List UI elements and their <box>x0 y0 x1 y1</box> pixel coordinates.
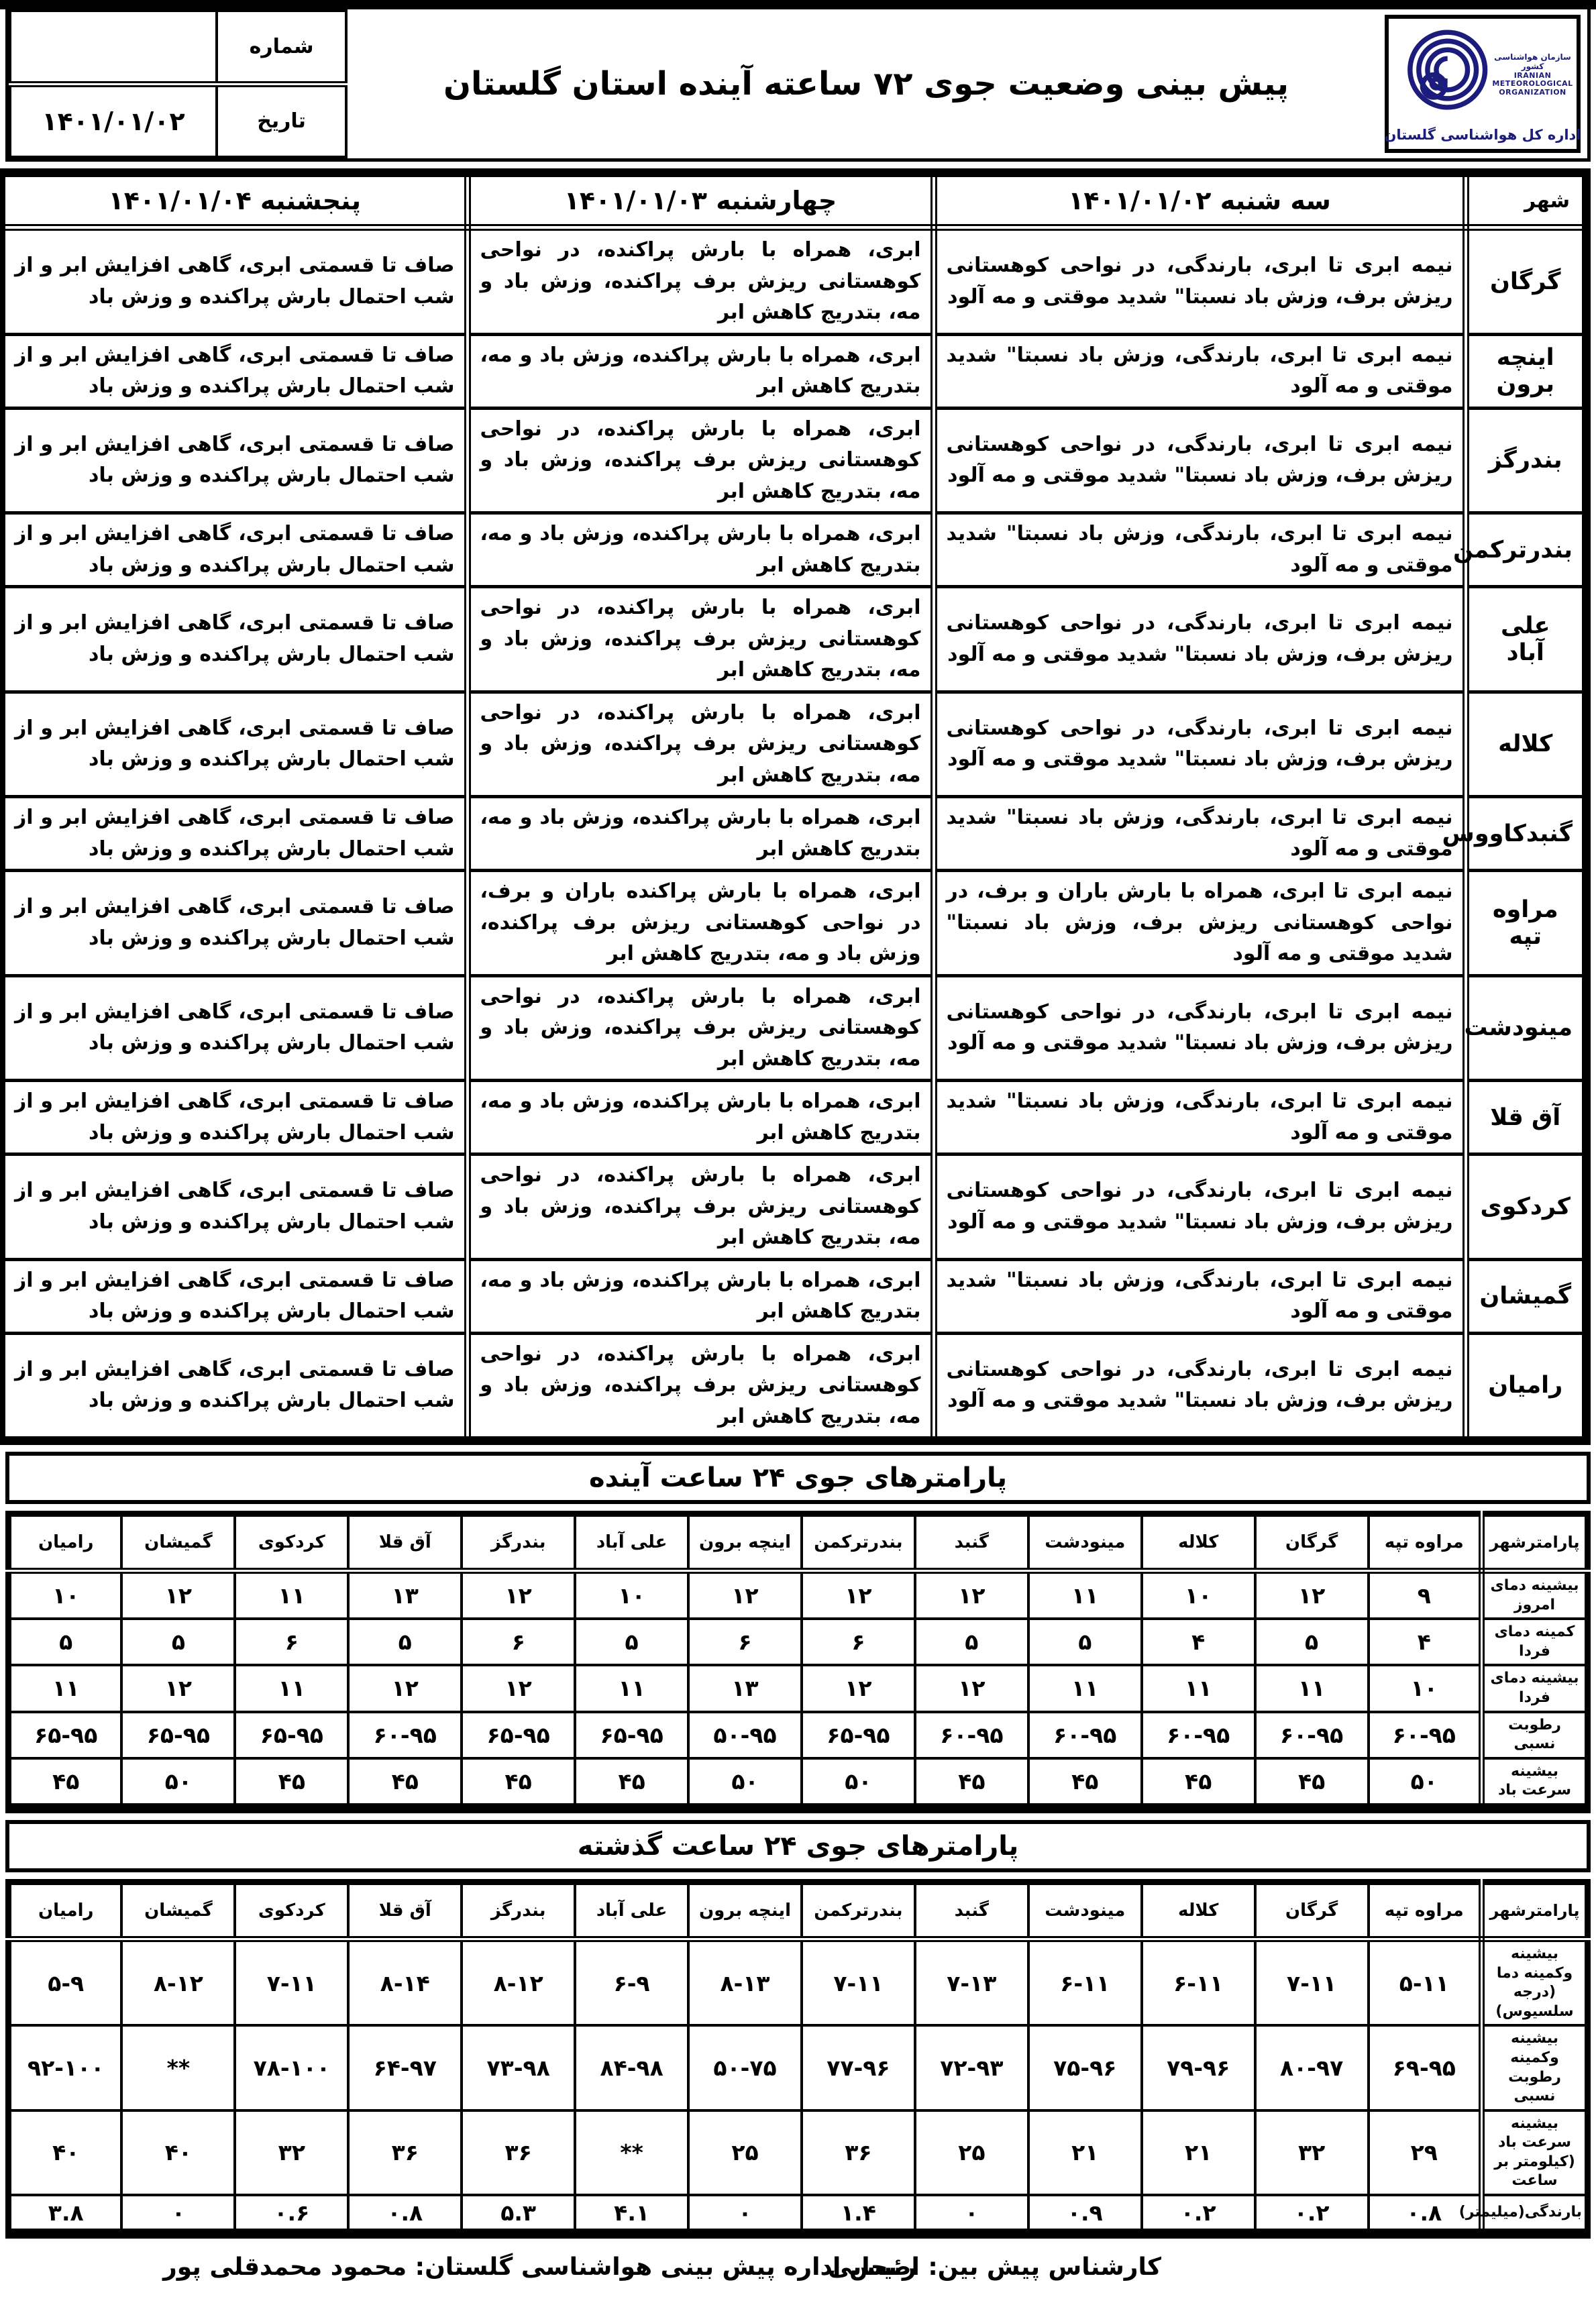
table-row <box>9 1665 1588 1711</box>
value-cell: ۴۵ <box>915 1758 1028 1809</box>
forecast-table-header <box>1 173 1587 228</box>
row-label: بیشینه وکمینه رطوبت نسبی <box>1482 2025 1588 2110</box>
table-row <box>1 1155 1587 1260</box>
page-title: پیش بینی وضعیت جوی ۷۲ ساعته آینده استان گلستان <box>443 65 1289 103</box>
value-cell: ۴۵ <box>575 1758 688 1809</box>
forecast-tuesday-cell: نیمه ابری تا ابری، بارندگی، در نواحی کوهستانی ریزش برف، وزش باد نسبتا" شدید موقتی و مه آلود <box>934 975 1466 1081</box>
city-column-header: مینودشت <box>1028 1514 1142 1571</box>
value-cell: ۲۱ <box>1028 2110 1142 2195</box>
value-cell: ۱۳ <box>348 1571 462 1619</box>
corner-label: پارامترشهر <box>1482 1882 1588 1939</box>
forecast-thursday-cell: صاف تا قسمتی ابری، گاهی افزایش ابر و از شب احتمال بارش پراکنده و وزش باد <box>1 334 468 408</box>
value-cell: ** <box>121 2025 235 2110</box>
city-column-header: بندرترکمن <box>802 1514 915 1571</box>
value-cell: ۴۵ <box>348 1758 462 1809</box>
value-cell: ۸۰-۹۷ <box>1255 2025 1369 2110</box>
value-cell: ۶۴-۹۷ <box>348 2025 462 2110</box>
value-cell: ۴۵ <box>235 1758 348 1809</box>
value-cell: ۳۶ <box>802 2110 915 2195</box>
value-cell: ۱۱ <box>235 1665 348 1711</box>
value-cell: ۷-۱۱ <box>235 1939 348 2025</box>
forecaster-signature: کارشناس پیش بین: اصحابی <box>828 2253 1161 2282</box>
value-cell: ۷۸-۱۰۰ <box>235 2025 348 2110</box>
table-header-row <box>9 1882 1588 1939</box>
value-cell: ۲۹ <box>1369 2110 1482 2195</box>
next24-section-title: پارامترهای جوی ۲۴ ساعت آینده <box>5 1452 1591 1504</box>
table-row <box>1 975 1587 1081</box>
row-label: بارندگی(میلیمتر) <box>1482 2195 1588 2234</box>
forecast-wednesday-cell: ابری، همراه با بارش پراکنده، در نواحی کوهستانی ریزش برف پراکنده، وزش باد و مه، بتدریج کاهش ابر <box>468 1333 934 1441</box>
past24-table-header <box>9 1882 1588 1939</box>
value-cell: ۸-۱۲ <box>121 1939 235 2025</box>
logo-inner <box>1390 25 1575 125</box>
value-cell: ۶ <box>802 1619 915 1665</box>
title-zone <box>348 9 1385 158</box>
value-cell: ۶-۱۱ <box>1028 1939 1142 2025</box>
value-cell: ۵ <box>1028 1619 1142 1665</box>
value-cell: ۵-۹ <box>9 1939 122 2025</box>
city-column-header: آق قلا <box>348 1882 462 1939</box>
forecast-thursday-cell: صاف تا قسمتی ابری، گاهی افزایش ابر و از شب احتمال بارش پراکنده و وزش باد <box>1 975 468 1081</box>
value-cell: ۰.۹ <box>1028 2195 1142 2234</box>
value-cell: ۶ <box>462 1619 575 1665</box>
value-cell: ۱۲ <box>121 1571 235 1619</box>
value-cell: ۴ <box>1142 1619 1255 1665</box>
value-cell: ۴۰ <box>9 2110 122 2195</box>
city-column-header: مینودشت <box>1028 1882 1142 1939</box>
table-row <box>1 408 1587 513</box>
forecast-wednesday-cell: ابری، همراه با بارش پراکنده باران و برف، در نواحی کوهستانی ریزش برف پراکنده، وزش باد و مه، بتدریج کاهش ابر <box>468 871 934 976</box>
number-row <box>10 11 346 84</box>
value-cell: ۳۲ <box>1255 2110 1369 2195</box>
forecast-tuesday-cell: نیمه ابری تا ابری، بارندگی، در نواحی کوهستانی ریزش برف، وزش باد نسبتا" شدید موقتی و مه آلود <box>934 1333 1466 1441</box>
top-border-bar <box>0 0 1596 9</box>
forecast-tuesday-cell: نیمه ابری تا ابری، بارندگی، وزش باد نسبتا" شدید موقتی و مه آلود <box>934 1081 1466 1155</box>
forecast-thursday-cell: صاف تا قسمتی ابری، گاهی افزایش ابر و از شب احتمال بارش پراکنده و وزش باد <box>1 692 468 797</box>
past24-params-table <box>5 1879 1591 2239</box>
forecast-thursday-cell: صاف تا قسمتی ابری، گاهی افزایش ابر و از شب احتمال بارش پراکنده و وزش باد <box>1 587 468 692</box>
value-cell: ۰ <box>688 2195 802 2234</box>
logo-fa-line: سازمان هواشناسی کشور <box>1494 52 1571 72</box>
value-cell: ۱۲ <box>462 1571 575 1619</box>
past24-section-title: پارامترهای جوی ۲۴ ساعت گذشته <box>5 1820 1591 1872</box>
value-cell: ۱۲ <box>915 1665 1028 1711</box>
next24-table-header <box>9 1514 1588 1571</box>
value-cell: ۹ <box>1369 1571 1482 1619</box>
value-cell: ۱۱ <box>1255 1665 1369 1711</box>
city-column-header: کلاله <box>1142 1514 1255 1571</box>
value-cell: ۴۵ <box>462 1758 575 1809</box>
city-column-header: رامیان <box>9 1514 122 1571</box>
forecast-thursday-cell: صاف تا قسمتی ابری، گاهی افزایش ابر و از شب احتمال بارش پراکنده و وزش باد <box>1 408 468 513</box>
value-cell: ۱۱ <box>1028 1665 1142 1711</box>
next24-params-table <box>5 1511 1591 1813</box>
city-column-header: آق قلا <box>348 1514 462 1571</box>
city-name: رامیان <box>1466 1333 1587 1441</box>
forecast-wednesday-cell: ابری، همراه با بارش پراکنده، در نواحی کوهستانی ریزش برف پراکنده، وزش باد و مه، بتدریج کاهش ابر <box>468 227 934 334</box>
head-signature: رئیس اداره پیش بینی هواشناسی گلستان: محمود محمدقلی پور <box>163 2253 916 2282</box>
value-cell: ۷۷-۹۶ <box>802 2025 915 2110</box>
row-label: کمینه دمای فردا <box>1482 1619 1588 1665</box>
forecast-wednesday-cell: ابری، همراه با بارش پراکنده، وزش باد و مه، بتدریج کاهش ابر <box>468 334 934 408</box>
value-cell: ۶-۱۱ <box>1142 1939 1255 2025</box>
city-column-header: شهر <box>1466 173 1587 228</box>
table-row <box>9 2110 1588 2195</box>
forecast-table <box>0 168 1591 1445</box>
table-row <box>1 1333 1587 1441</box>
table-row <box>1 334 1587 408</box>
value-cell: ۱۲ <box>802 1571 915 1619</box>
value-cell: ۱۰ <box>1142 1571 1255 1619</box>
value-cell: ۱۲ <box>688 1571 802 1619</box>
city-name: اینچه برون <box>1466 334 1587 408</box>
value-cell: ۸-۱۳ <box>688 1939 802 2025</box>
value-cell: ۱۲ <box>1255 1571 1369 1619</box>
table-row <box>9 1619 1588 1665</box>
value-cell: ۵۰-۷۵ <box>688 2025 802 2110</box>
spiral-logo-icon <box>1390 25 1490 125</box>
value-cell: ۶۵-۹۵ <box>575 1712 688 1758</box>
city-column-header: گنبد <box>915 1514 1028 1571</box>
forecast-wednesday-cell: ابری، همراه با بارش پراکنده، در نواحی کوهستانی ریزش برف پراکنده، وزش باد و مه، بتدریج کاهش ابر <box>468 975 934 1081</box>
value-cell: ۶۵-۹۵ <box>121 1712 235 1758</box>
city-column-header: علی آباد <box>575 1882 688 1939</box>
value-cell: ۵-۱۱ <box>1369 1939 1482 2025</box>
forecast-thursday-cell: صاف تا قسمتی ابری، گاهی افزایش ابر و از شب احتمال بارش پراکنده و وزش باد <box>1 871 468 976</box>
document-header <box>5 9 1591 162</box>
number-label: شماره <box>217 11 346 84</box>
value-cell: ۵۰ <box>121 1758 235 1809</box>
value-cell: ۰.۸ <box>348 2195 462 2234</box>
value-cell: ۷۵-۹۶ <box>1028 2025 1142 2110</box>
value-cell: ۴۵ <box>1255 1758 1369 1809</box>
city-name: گمیشان <box>1466 1259 1587 1333</box>
value-cell: ۱۱ <box>1028 1571 1142 1619</box>
date-label: تاریخ <box>217 84 346 157</box>
past24-table-body <box>9 1939 1588 2233</box>
value-cell: ۳.۸ <box>9 2195 122 2234</box>
city-column-header: اینچه برون <box>688 1882 802 1939</box>
forecast-wednesday-cell: ابری، همراه با بارش پراکنده، در نواحی کوهستانی ریزش برف پراکنده، وزش باد و مه، بتدریج کاهش ابر <box>468 408 934 513</box>
value-cell: ۱۲ <box>802 1665 915 1711</box>
value-cell: ۰.۲ <box>1142 2195 1255 2234</box>
forecast-thursday-cell: صاف تا قسمتی ابری، گاهی افزایش ابر و از شب احتمال بارش پراکنده و وزش باد <box>1 797 468 871</box>
value-cell: ۴۵ <box>9 1758 122 1809</box>
city-name: آق قلا <box>1466 1081 1587 1155</box>
forecast-tuesday-cell: نیمه ابری تا ابری، بارندگی، در نواحی کوهستانی ریزش برف، وزش باد نسبتا" شدید موقتی و مه آلود <box>934 227 1466 334</box>
number-date-table <box>9 9 348 158</box>
forecast-wednesday-cell: ابری، همراه با بارش پراکنده، وزش باد و مه، بتدریج کاهش ابر <box>468 1259 934 1333</box>
value-cell: ۶۰-۹۵ <box>1369 1712 1482 1758</box>
value-cell: ۰ <box>121 2195 235 2234</box>
table-row <box>9 1758 1588 1809</box>
number-value <box>10 11 217 84</box>
value-cell: ۵۰-۹۵ <box>688 1712 802 1758</box>
table-row <box>1 692 1587 797</box>
value-cell: ۶۵-۹۵ <box>235 1712 348 1758</box>
day-header-tuesday: سه شنبه ۱۴۰۱/۰۱/۰۲ <box>934 173 1466 228</box>
value-cell: ۶۵-۹۵ <box>9 1712 122 1758</box>
city-column-header: گرگان <box>1255 1882 1369 1939</box>
city-name: کلاله <box>1466 692 1587 797</box>
next24-table-body <box>9 1571 1588 1809</box>
city-column-header: کردکوی <box>235 1514 348 1571</box>
table-row <box>9 1939 1588 2025</box>
value-cell: ۸-۱۲ <box>462 1939 575 2025</box>
row-label: بیشینه وکمینه دما (درجه سلسیوس) <box>1482 1939 1588 2025</box>
forecast-wednesday-cell: ابری، همراه با بارش پراکنده، در نواحی کوهستانی ریزش برف پراکنده، وزش باد و مه، بتدریج کاهش ابر <box>468 1155 934 1260</box>
value-cell: ۰.۲ <box>1255 2195 1369 2234</box>
forecast-thursday-cell: صاف تا قسمتی ابری، گاهی افزایش ابر و از شب احتمال بارش پراکنده و وزش باد <box>1 513 468 587</box>
city-name: بندرگز <box>1466 408 1587 513</box>
city-column-header: اینچه برون <box>688 1514 802 1571</box>
table-row <box>1 1259 1587 1333</box>
value-cell: ۶۵-۹۵ <box>462 1712 575 1758</box>
value-cell: ۶۰-۹۵ <box>1142 1712 1255 1758</box>
value-cell: ۶۰-۹۵ <box>348 1712 462 1758</box>
value-cell: ۶۰-۹۵ <box>1028 1712 1142 1758</box>
value-cell: ۷-۱۳ <box>915 1939 1028 2025</box>
table-row <box>1 513 1587 587</box>
value-cell: ۵ <box>575 1619 688 1665</box>
table-row <box>1 227 1587 334</box>
row-label: رطوبت نسبی <box>1482 1712 1588 1758</box>
table-row <box>1 871 1587 976</box>
value-cell: ۱۰ <box>575 1571 688 1619</box>
value-cell: ۷-۱۱ <box>802 1939 915 2025</box>
city-column-header: گمیشان <box>121 1882 235 1939</box>
value-cell: ۱۳ <box>688 1665 802 1711</box>
day-header-thursday: پنجشنبه ۱۴۰۱/۰۱/۰۴ <box>1 173 468 228</box>
city-name: گنبدکاووس <box>1466 797 1587 871</box>
row-label: بیشینه سرعت باد <box>1482 1758 1588 1809</box>
value-cell: ۱۱ <box>575 1665 688 1711</box>
table-row <box>1 1081 1587 1155</box>
value-cell: ۷۹-۹۶ <box>1142 2025 1255 2110</box>
value-cell: ۴ <box>1369 1619 1482 1665</box>
value-cell: ۵۰ <box>688 1758 802 1809</box>
value-cell: ۷-۱۱ <box>1255 1939 1369 2025</box>
date-value: ۱۴۰۱/۰۱/۰۲ <box>10 84 217 157</box>
value-cell: ۵ <box>348 1619 462 1665</box>
city-column-header: بندرترکمن <box>802 1882 915 1939</box>
value-cell: ۵.۳ <box>462 2195 575 2234</box>
forecast-thursday-cell: صاف تا قسمتی ابری، گاهی افزایش ابر و از شب احتمال بارش پراکنده و وزش باد <box>1 1333 468 1441</box>
city-column-header: کردکوی <box>235 1882 348 1939</box>
value-cell: ۵ <box>9 1619 122 1665</box>
value-cell: ۲۱ <box>1142 2110 1255 2195</box>
forecast-thursday-cell: صاف تا قسمتی ابری، گاهی افزایش ابر و از شب احتمال بارش پراکنده و وزش باد <box>1 1155 468 1260</box>
table-row <box>1 797 1587 871</box>
value-cell: ۶۵-۹۵ <box>802 1712 915 1758</box>
forecast-wednesday-cell: ابری، همراه با بارش پراکنده، وزش باد و مه، بتدریج کاهش ابر <box>468 1081 934 1155</box>
city-column-header: رامیان <box>9 1882 122 1939</box>
value-cell: ۷۳-۹۸ <box>462 2025 575 2110</box>
value-cell: ۴۵ <box>1028 1758 1142 1809</box>
value-cell: ۱.۴ <box>802 2195 915 2234</box>
city-column-header: علی آباد <box>575 1514 688 1571</box>
value-cell: ۲۵ <box>688 2110 802 2195</box>
logo-en-line-3: ORGANIZATION <box>1499 88 1566 97</box>
value-cell: ۹۲-۱۰۰ <box>9 2025 122 2110</box>
forecast-tuesday-cell: نیمه ابری تا ابری، بارندگی، در نواحی کوهستانی ریزش برف، وزش باد نسبتا" شدید موقتی و مه آلود <box>934 587 1466 692</box>
row-label: بیشینه دمای امروز <box>1482 1571 1588 1619</box>
value-cell: ۵ <box>121 1619 235 1665</box>
table-header-row <box>9 1514 1588 1571</box>
forecast-tuesday-cell: نیمه ابری تا ابری، بارندگی، وزش باد نسبتا" شدید موقتی و مه آلود <box>934 1259 1466 1333</box>
city-name: مراوه تپه <box>1466 871 1587 976</box>
forecast-tuesday-cell: نیمه ابری تا ابری، بارندگی، وزش باد نسبتا" شدید موقتی و مه آلود <box>934 513 1466 587</box>
value-cell: ۵۰ <box>802 1758 915 1809</box>
city-name: بندرترکمن <box>1466 513 1587 587</box>
city-name: کردکوی <box>1466 1155 1587 1260</box>
row-label: بیشینه دمای فردا <box>1482 1665 1588 1711</box>
value-cell: ** <box>575 2110 688 2195</box>
city-column-header: کلاله <box>1142 1882 1255 1939</box>
organization-logo <box>1385 15 1581 153</box>
forecast-tuesday-cell: نیمه ابری تا ابری، بارندگی، در نواحی کوهستانی ریزش برف، وزش باد نسبتا" شدید موقتی و مه آلود <box>934 408 1466 513</box>
forecast-wednesday-cell: ابری، همراه با بارش پراکنده، وزش باد و مه، بتدریج کاهش ابر <box>468 797 934 871</box>
value-cell: ۱۲ <box>462 1665 575 1711</box>
value-cell: ۵۰ <box>1369 1758 1482 1809</box>
value-cell: ۱۲ <box>915 1571 1028 1619</box>
value-cell: ۵ <box>1255 1619 1369 1665</box>
forecast-table-body <box>1 227 1587 1441</box>
value-cell: ۶۰-۹۵ <box>915 1712 1028 1758</box>
date-row <box>10 84 346 157</box>
forecast-tuesday-cell: نیمه ابری تا ابری، همراه با بارش باران و برف، در نواحی کوهستانی ریزش برف، وزش باد نسبتا" شدید موقتی و مه آلود <box>934 871 1466 976</box>
value-cell: ۶-۹ <box>575 1939 688 2025</box>
forecast-wednesday-cell: ابری، همراه با بارش پراکنده، در نواحی کوهستانی ریزش برف پراکنده، وزش باد و مه، بتدریج کاهش ابر <box>468 587 934 692</box>
value-cell: ۴.۱ <box>575 2195 688 2234</box>
corner-label: پارامترشهر <box>1482 1514 1588 1571</box>
logo-caption: اداره کل هواشناسی گلستان <box>1384 126 1581 143</box>
forecast-wednesday-cell: ابری، همراه با بارش پراکنده، وزش باد و مه، بتدریج کاهش ابر <box>468 513 934 587</box>
city-name: گرگان <box>1466 227 1587 334</box>
value-cell: ۴۵ <box>1142 1758 1255 1809</box>
city-column-header: مراوه تپه <box>1369 1514 1482 1571</box>
table-row <box>1 587 1587 692</box>
logo-en-line-2: METEOROLOGICAL <box>1492 79 1573 89</box>
forecast-thursday-cell: صاف تا قسمتی ابری، گاهی افزایش ابر و از شب احتمال بارش پراکنده و وزش باد <box>1 1081 468 1155</box>
value-cell: ۸۴-۹۸ <box>575 2025 688 2110</box>
table-row <box>9 2195 1588 2234</box>
value-cell: ۶۹-۹۵ <box>1369 2025 1482 2110</box>
logo-en-line-1: IRANIAN <box>1513 70 1552 80</box>
footer <box>5 2248 1591 2296</box>
table-header-row <box>1 173 1587 228</box>
city-name: علی آباد <box>1466 587 1587 692</box>
value-cell: ۳۶ <box>462 2110 575 2195</box>
value-cell: ۳۲ <box>235 2110 348 2195</box>
city-column-header: گرگان <box>1255 1514 1369 1571</box>
city-column-header: گنبد <box>915 1882 1028 1939</box>
value-cell: ۴۰ <box>121 2110 235 2195</box>
forecast-tuesday-cell: نیمه ابری تا ابری، بارندگی، در نواحی کوهستانی ریزش برف، وزش باد نسبتا" شدید موقتی و مه آلود <box>934 1155 1466 1260</box>
value-cell: ۰.۶ <box>235 2195 348 2234</box>
forecast-tuesday-cell: نیمه ابری تا ابری، بارندگی، در نواحی کوهستانی ریزش برف، وزش باد نسبتا" شدید موقتی و مه آلود <box>934 692 1466 797</box>
forecast-thursday-cell: صاف تا قسمتی ابری، گاهی افزایش ابر و از شب احتمال بارش پراکنده و وزش باد <box>1 1259 468 1333</box>
value-cell: ۳۶ <box>348 2110 462 2195</box>
value-cell: ۷۲-۹۳ <box>915 2025 1028 2110</box>
forecast-tuesday-cell: نیمه ابری تا ابری، بارندگی، وزش باد نسبتا" شدید موقتی و مه آلود <box>934 334 1466 408</box>
value-cell: ۵ <box>915 1619 1028 1665</box>
logo-text-block <box>1490 53 1575 97</box>
value-cell: ۱۰ <box>9 1571 122 1619</box>
city-column-header: مراوه تپه <box>1369 1882 1482 1939</box>
table-row <box>9 2025 1588 2110</box>
city-column-header: بندرگز <box>462 1882 575 1939</box>
value-cell: ۲۵ <box>915 2110 1028 2195</box>
value-cell: ۱۱ <box>1142 1665 1255 1711</box>
forecast-wednesday-cell: ابری، همراه با بارش پراکنده، در نواحی کوهستانی ریزش برف پراکنده، وزش باد و مه، بتدریج کاهش ابر <box>468 692 934 797</box>
value-cell: ۱۰ <box>1369 1665 1482 1711</box>
value-cell: ۱۱ <box>9 1665 122 1711</box>
value-cell: ۶۰-۹۵ <box>1255 1712 1369 1758</box>
value-cell: ۶ <box>235 1619 348 1665</box>
value-cell: ۱۲ <box>348 1665 462 1711</box>
forecast-thursday-cell: صاف تا قسمتی ابری، گاهی افزایش ابر و از شب احتمال بارش پراکنده و وزش باد <box>1 227 468 334</box>
row-label: بیشینه سرعت باد (کیلومتر بر ساعت <box>1482 2110 1588 2195</box>
table-row <box>9 1712 1588 1758</box>
city-column-header: گمیشان <box>121 1514 235 1571</box>
day-header-wednesday: چهارشنبه ۱۴۰۱/۰۱/۰۳ <box>468 173 934 228</box>
value-cell: ۶ <box>688 1619 802 1665</box>
forecast-tuesday-cell: نیمه ابری تا ابری، بارندگی، وزش باد نسبتا" شدید موقتی و مه آلود <box>934 797 1466 871</box>
city-name: مینودشت <box>1466 975 1587 1081</box>
value-cell: ۰ <box>915 2195 1028 2234</box>
city-column-header: بندرگز <box>462 1514 575 1571</box>
value-cell: ۱۲ <box>121 1665 235 1711</box>
table-row <box>9 1571 1588 1619</box>
value-cell: ۱۱ <box>235 1571 348 1619</box>
value-cell: ۸-۱۴ <box>348 1939 462 2025</box>
value-cell: ۰.۸ <box>1369 2195 1482 2234</box>
